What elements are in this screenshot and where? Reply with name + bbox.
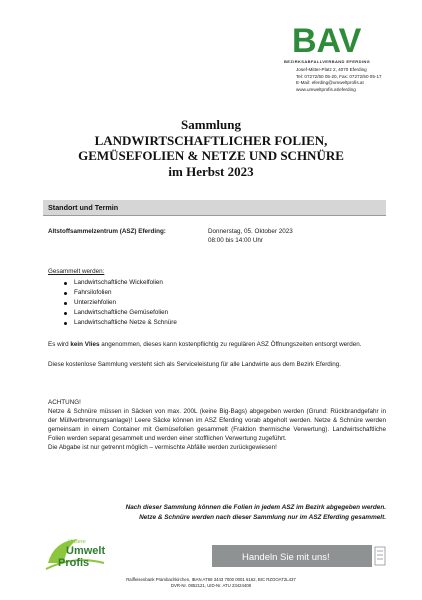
- bav-logo-text: BAV: [292, 22, 362, 60]
- list-item: Unterziehfolien: [64, 298, 177, 308]
- title-line-3: GEMÜSEFOLIEN & NETZE UND SCHNÜRE: [78, 148, 344, 163]
- logo-subtitle: BEZIRKSABFALLVERBAND EFERDING: [284, 59, 371, 64]
- bullet-icon: [64, 322, 67, 325]
- page-title: [0, 117, 422, 179]
- phone: Tel: 07272/50 05-20, Fax: 07272/50 05-17: [296, 73, 382, 79]
- bank-line-1: Raiffeisenbank Prambachkirchen, IBAN AT68 3443 7000 0001 6162, BIC RZOOAT2L437: [126, 577, 296, 582]
- umwelt-small-text: Unsere: [68, 539, 86, 545]
- bullet-icon: [64, 302, 67, 305]
- attention-heading: ACHTUNG!: [48, 399, 81, 406]
- bav-logo: [292, 22, 362, 60]
- web-link[interactable]: www.umweltprofis.at/eferding: [296, 86, 356, 92]
- closing-line-2: Netze & Schnüre werden nach dieser Sammlung nur im ASZ Eferding gesammelt.: [139, 514, 386, 521]
- list-item: Landwirtschaftliche Gemüsefolien: [64, 308, 177, 318]
- paragraph-vlies: Es wird kein Vlies angenommen, dieses kann kostenpflichtig zu regulären ASZ Öffnungszeiten entsorgt werden.: [48, 341, 362, 348]
- umweltprofis-logo: [44, 533, 106, 575]
- closing-note: [48, 503, 386, 523]
- contact-block: [296, 67, 382, 93]
- title-line-2: LANDWIRTSCHAFTLICHER FOLIEN,: [94, 132, 328, 148]
- bullet-icon: [64, 312, 67, 315]
- bullet-icon: [64, 292, 67, 295]
- collected-label: Gesammelt werden:: [48, 268, 105, 275]
- title-line-4: im Herbst 2023: [168, 163, 254, 179]
- bank-line-2: DVR-Nr. 0852121, UID-Nr. ATU 23424408: [170, 583, 252, 588]
- location-name: Altstoffsammelzentrum (ASZ) Eferding:: [48, 228, 166, 235]
- bullet-icon: [64, 282, 67, 285]
- list-item: Landwirtschaftliche Wickelfolien: [64, 278, 177, 288]
- profis-big-text: Profis: [58, 557, 90, 569]
- list-item: Landwirtschaftliche Netze & Schnüre: [64, 318, 177, 328]
- title-line-1: Sammlung: [181, 117, 241, 132]
- address: Josef-Mitter-Platz 2, 4070 Eferding: [296, 67, 367, 72]
- collected-list: [64, 278, 177, 328]
- attention-last: Die Abgabe ist nur getrennt möglich – vermischte Abfälle werden zurückgewiesen!: [48, 444, 277, 452]
- list-item: Fahrsilofolien: [64, 288, 177, 298]
- email-link[interactable]: E-Mail: eferding@umweltprofis.at: [296, 80, 364, 86]
- event-time: 08:00 bis 14:00 Uhr: [208, 237, 263, 244]
- attention-body: Netze & Schnüre müssen in Säcken von max. 200L (keine Big-Bags) abgegeben werden (Grund: Rückbrandgefahr in der Müllverbrennungsanlage)! Leere Säcke können im ASZ Eferding vorab abgeholt werden. Netze & Schnüre werden gemeinsam in einem Container mit Gemüsefolien gesammelt (Fraktion thermische Verwertung). Landwirtschaftliche Folien werden separat gesammelt und werden einer stofflichen Verwertung zugeführt.: [48, 408, 386, 443]
- bank-details: [0, 577, 422, 589]
- section-heading: Standort und Termin: [48, 203, 119, 212]
- paragraph-service: Diese kostenlose Sammlung versteht sich als Serviceleistung für alle Landwirte aus dem Bezirk Eferding.: [48, 361, 341, 368]
- umwelt-big-text: Umwelt: [66, 545, 106, 557]
- slogan-bar: [212, 545, 386, 567]
- paragraph-attention: [48, 398, 386, 453]
- coat-of-arms-icon: [375, 547, 385, 565]
- slogan-text: Handeln Sie mit uns!: [242, 552, 330, 563]
- no-fleece-emphasis: kein Vlies: [70, 341, 100, 348]
- closing-line-1: Nach dieser Sammlung können die Folien in jedem ASZ im Bezirk abgegeben werden.: [125, 504, 386, 511]
- event-date: Donnerstag, 05. Oktober 2023: [208, 228, 293, 235]
